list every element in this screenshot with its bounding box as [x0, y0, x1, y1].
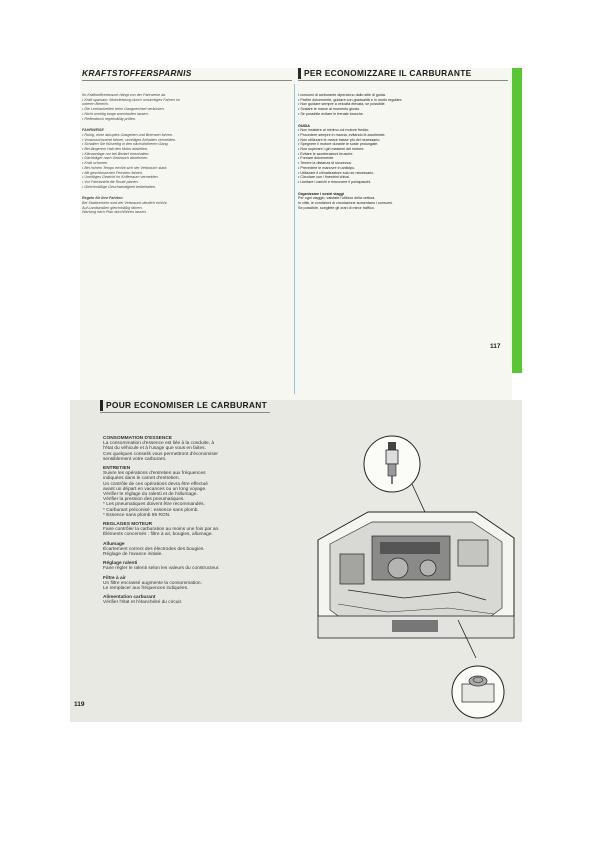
text-line: Auf Landstraßen gleichmäßig fahren. — [82, 205, 143, 210]
german-column — [82, 68, 292, 215]
text-line: • Prevedere le manovre in anticipo. — [298, 165, 356, 170]
text-line: • Kraft schonen. — [82, 161, 109, 166]
text-line: • Vorausschauend fahren, unnötiges Anhalten vermeiden. — [82, 137, 177, 142]
text-line: • Vor Fahrtantritt die Route planen. — [82, 179, 139, 184]
text-line: l'état du véhicule et à l'usage que vous en faites. — [103, 446, 206, 452]
text-line: * Essence sans plomb 95 RON. — [103, 512, 171, 518]
text-line: • Bei längerem Halt den Motor abstellen. — [82, 147, 149, 152]
green-section-tab — [512, 68, 522, 373]
text-line: Ces quelques conseils vous permettront d'économiser — [103, 451, 219, 457]
text-line: Vérifier l'état et l'étanchéité du circuit. — [103, 600, 183, 606]
text-line: • Schalten Sie frühzeitig in den nächsthöheren Gang. — [82, 142, 169, 147]
text-line: Ihr Kraftstoffverbrauch hängt von der Fahrweise ab. — [82, 93, 167, 97]
text-line: • Die Leerlaufzeiten beim Gangwechsel verkürzen. — [82, 107, 165, 112]
text-line: Allumage — [103, 541, 125, 547]
text-line: • Partire dolcemente, guidare con gradualità e in modo regolare. — [298, 97, 403, 102]
text-line: Alimentation carburant — [103, 595, 156, 601]
text-line: • Kraft sparsam: Motorleistung durch umsichtiges Fahren im — [82, 97, 180, 102]
engine-bay — [318, 512, 514, 638]
heading-rule — [82, 80, 292, 81]
text-line: Vérifier le réglage du ralenti et de l'allumage. — [103, 492, 198, 498]
text-line: Réglage ralenti — [103, 561, 138, 567]
french-heading: POUR ECONOMISER LE CARBURANT — [100, 400, 274, 411]
text-line: Faire contrôler la carburation au moins une fois par an. — [103, 527, 220, 533]
text-line: • Frenare dolcemente. — [298, 156, 335, 161]
text-line: Se possibile, scegliete gli orari di minor traffico. — [298, 205, 375, 210]
section-title: CONSOMMATION D'ESSENCE — [103, 436, 173, 441]
text-line: • Unnötiges Gewicht im Kofferraum vermeiden. — [82, 175, 159, 180]
heading-rule — [298, 80, 508, 81]
text-line: Bei Stadtverkehr wird der Verbrauch deutlich erhöht. — [82, 201, 168, 206]
text-line: Filtre à air — [103, 575, 126, 581]
text-line: • Klimaanlage nur bei Bedarf einschalten. — [82, 151, 150, 156]
text-line: * Carburant préconisé : essence sans plomb. — [103, 507, 199, 513]
text-line: Éléments concernés : filtre à air, bougies, allumage. — [103, 532, 213, 538]
text-line: • Non guidare sempre a velocità elevata, se possibile. — [298, 102, 386, 107]
text-line: Per ogni viaggio, valutate l'utilizzo della vettura. — [298, 196, 376, 201]
text-line: La consommation d'essence est liée à la conduite, à — [103, 441, 215, 447]
text-line: • Non insistere al minimo col motore freddo. — [298, 128, 370, 133]
text-line: • Mit geschlossenen Fenstern fahren. — [82, 170, 143, 175]
text-line: Le remplacer aux fréquences indiquées. — [103, 586, 189, 592]
text-line: • Evitare le accelerazioni brusche. — [298, 151, 354, 156]
text-line: • Spegnere il motore durante le soste prolungate. — [298, 142, 379, 147]
text-line: Un filtre encrassé augmente la consommation. — [103, 580, 202, 586]
section-title: FAHRWEISE — [82, 128, 104, 133]
text-line: Suivre les opérations d'entretien aux fréquences — [103, 471, 206, 477]
page-number: 119 — [74, 701, 85, 708]
section-title: Organizzare i vostri viaggi — [298, 191, 344, 196]
text-line: • Limitare i carichi e rimuovere il portapacchi. — [298, 179, 372, 184]
section-title: REGLAGES MOTEUR — [103, 522, 153, 528]
text-line: • Non utilizzare le marce basse più del necessario. — [298, 137, 381, 142]
page-number: 117 — [490, 343, 501, 350]
text-line: I consumi di carburante dipendono dallo stile di guida. — [298, 93, 386, 97]
upper-manual-page — [80, 68, 512, 406]
text-line: indiquées dans le carnet d'entretien. — [103, 476, 180, 482]
text-line: • Reifendruck regelmäßig prüfen. — [82, 116, 136, 121]
oil-cap-callout — [452, 666, 504, 718]
text-line: In città, le condizioni di circolazione aumentano i consumi. — [298, 201, 393, 206]
text-line: Wartung nach Plan durchführen lassen. — [82, 210, 147, 215]
text-line: avant un départ en vacances ou un long voyage. — [103, 486, 207, 492]
text-line: • Utilizzare il climatizzatore solo se necessario. — [298, 170, 375, 175]
german-body — [82, 93, 292, 215]
lower-manual-page — [70, 400, 522, 722]
text-line: • Non superare i giri massimi del motore. — [298, 147, 365, 152]
text-line: • Tenere la distanza di sicurezza. — [298, 161, 352, 166]
text-line: Réglage de l'avance initiale. — [103, 552, 163, 558]
text-line: • Se possibile evitare le frenate brusche. — [298, 111, 364, 116]
text-line: • Circolare con i finestrini chiusi. — [298, 175, 351, 180]
italian-heading: PER ECONOMIZZARE IL CARBURANTE — [298, 68, 508, 79]
text-line: • Scalare le marce al momento giusto. — [298, 107, 361, 112]
text-line: sensiblement votre carburant. — [103, 456, 167, 462]
section-title: GUIDA — [298, 123, 310, 128]
italian-body — [298, 93, 508, 210]
german-heading: KRAFTSTOFFERSPARNIS — [82, 68, 192, 78]
french-body — [103, 432, 318, 606]
spark-plug-callout — [364, 436, 420, 492]
text-line: • Dachträger nach Gebrauch abnehmen. — [82, 156, 149, 161]
section-title: ENTRETIEN — [103, 466, 131, 472]
text-line: Faire régler le ralenti selon les valeurs du constructeur. — [103, 566, 220, 572]
text-line: • Bei hohem Tempo erhöht sich der Verbrauch stark. — [82, 165, 168, 170]
text-line: Vérifier la pression des pneumatiques. — [103, 497, 185, 503]
text-line: • Nicht unnötig lange warmlaufen lassen. — [82, 111, 149, 116]
text-line: * Les pneumatiques doivent être recommandés. — [103, 502, 205, 508]
column-divider — [294, 84, 295, 394]
heading-rule — [100, 412, 270, 413]
text-line: Écartement correct des électrodes des bougies. — [103, 546, 205, 552]
engine-bay-illustration — [308, 420, 518, 720]
section-title: Regeln für Ihre Fahrten — [82, 196, 123, 201]
text-line: Un contrôle de ces opérations devra être effectué — [103, 481, 208, 487]
text-line: • Ruhig, ohne abruptes Gasgeben und Bremsen fahren. — [82, 132, 174, 137]
text-line: • Procedere sempre in marcia, evitando le accelerate. — [298, 132, 386, 137]
text-line: unteren Bereich. — [82, 102, 110, 107]
text-line: • Gleichmäßige Geschwindigkeit beibehalten. — [82, 184, 157, 189]
italian-column — [298, 68, 508, 210]
